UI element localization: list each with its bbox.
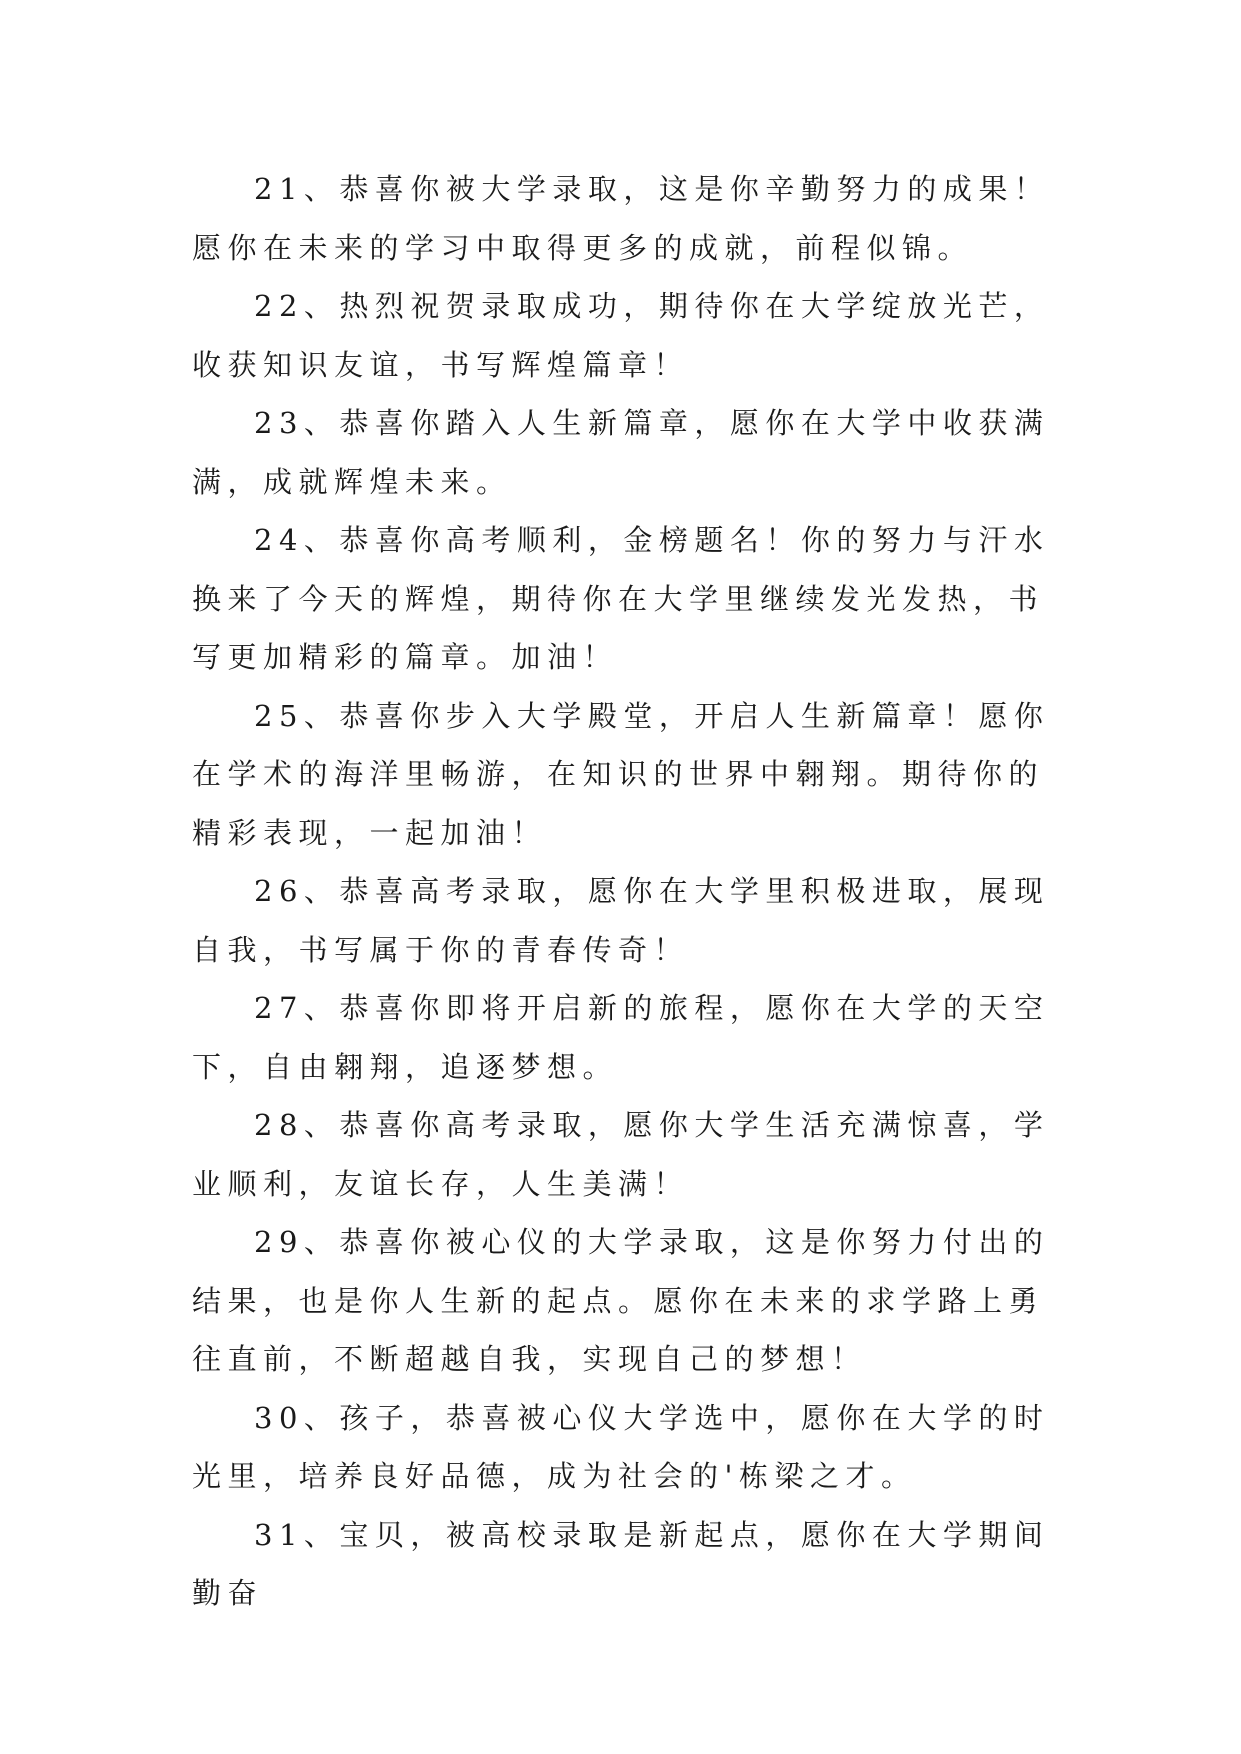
paragraph-25: 25、恭喜你步入大学殿堂，开启人生新篇章！愿你在学术的海洋里畅游，在知识的世界中翱翔。期待你的精彩表现，一起加油！ [192, 698, 1050, 850]
paragraph-27: 27、恭喜你即将开启新的旅程，愿你在大学的天空下，自由翱翔，追逐梦想。 [192, 991, 1050, 1084]
paragraph-22: 22、热烈祝贺录取成功，期待你在大学绽放光芒，收获知识友谊，书写辉煌篇章！ [192, 289, 1050, 382]
paragraph-21: 21、恭喜你被大学录取，这是你辛勤努力的成果！愿你在未来的学习中取得更多的成就，前程似锦。 [192, 172, 1050, 265]
paragraph-29: 29、恭喜你被心仪的大学录取，这是你努力付出的结果，也是你人生新的起点。愿你在未来的求学路上勇往直前，不断超越自我，实现自己的梦想！ [192, 1225, 1050, 1376]
paragraph-23: 23、恭喜你踏入人生新篇章，愿你在大学中收获满满，成就辉煌未来。 [192, 406, 1050, 499]
paragraph-31: 31、宝贝，被高校录取是新起点，愿你在大学期间勤奋 [192, 1517, 1050, 1610]
paragraph-28: 28、恭喜你高考录取，愿你大学生活充满惊喜，学业顺利，友谊长存，人生美满！ [192, 1108, 1050, 1201]
paragraph-24: 24、恭喜你高考顺利，金榜题名！你的努力与汗水换来了今天的辉煌，期待你在大学里继续发光发热，书写更加精彩的篇章。加油！ [192, 523, 1050, 674]
paragraph-26: 26、恭喜高考录取，愿你在大学里积极进取，展现自我，书写属于你的青春传奇！ [192, 874, 1050, 967]
paragraph-30: 30、孩子，恭喜被心仪大学选中，愿你在大学的时光里，培养良好品德，成为社会的'栋梁之才。 [192, 1400, 1050, 1493]
document-body [192, 160, 1062, 1623]
